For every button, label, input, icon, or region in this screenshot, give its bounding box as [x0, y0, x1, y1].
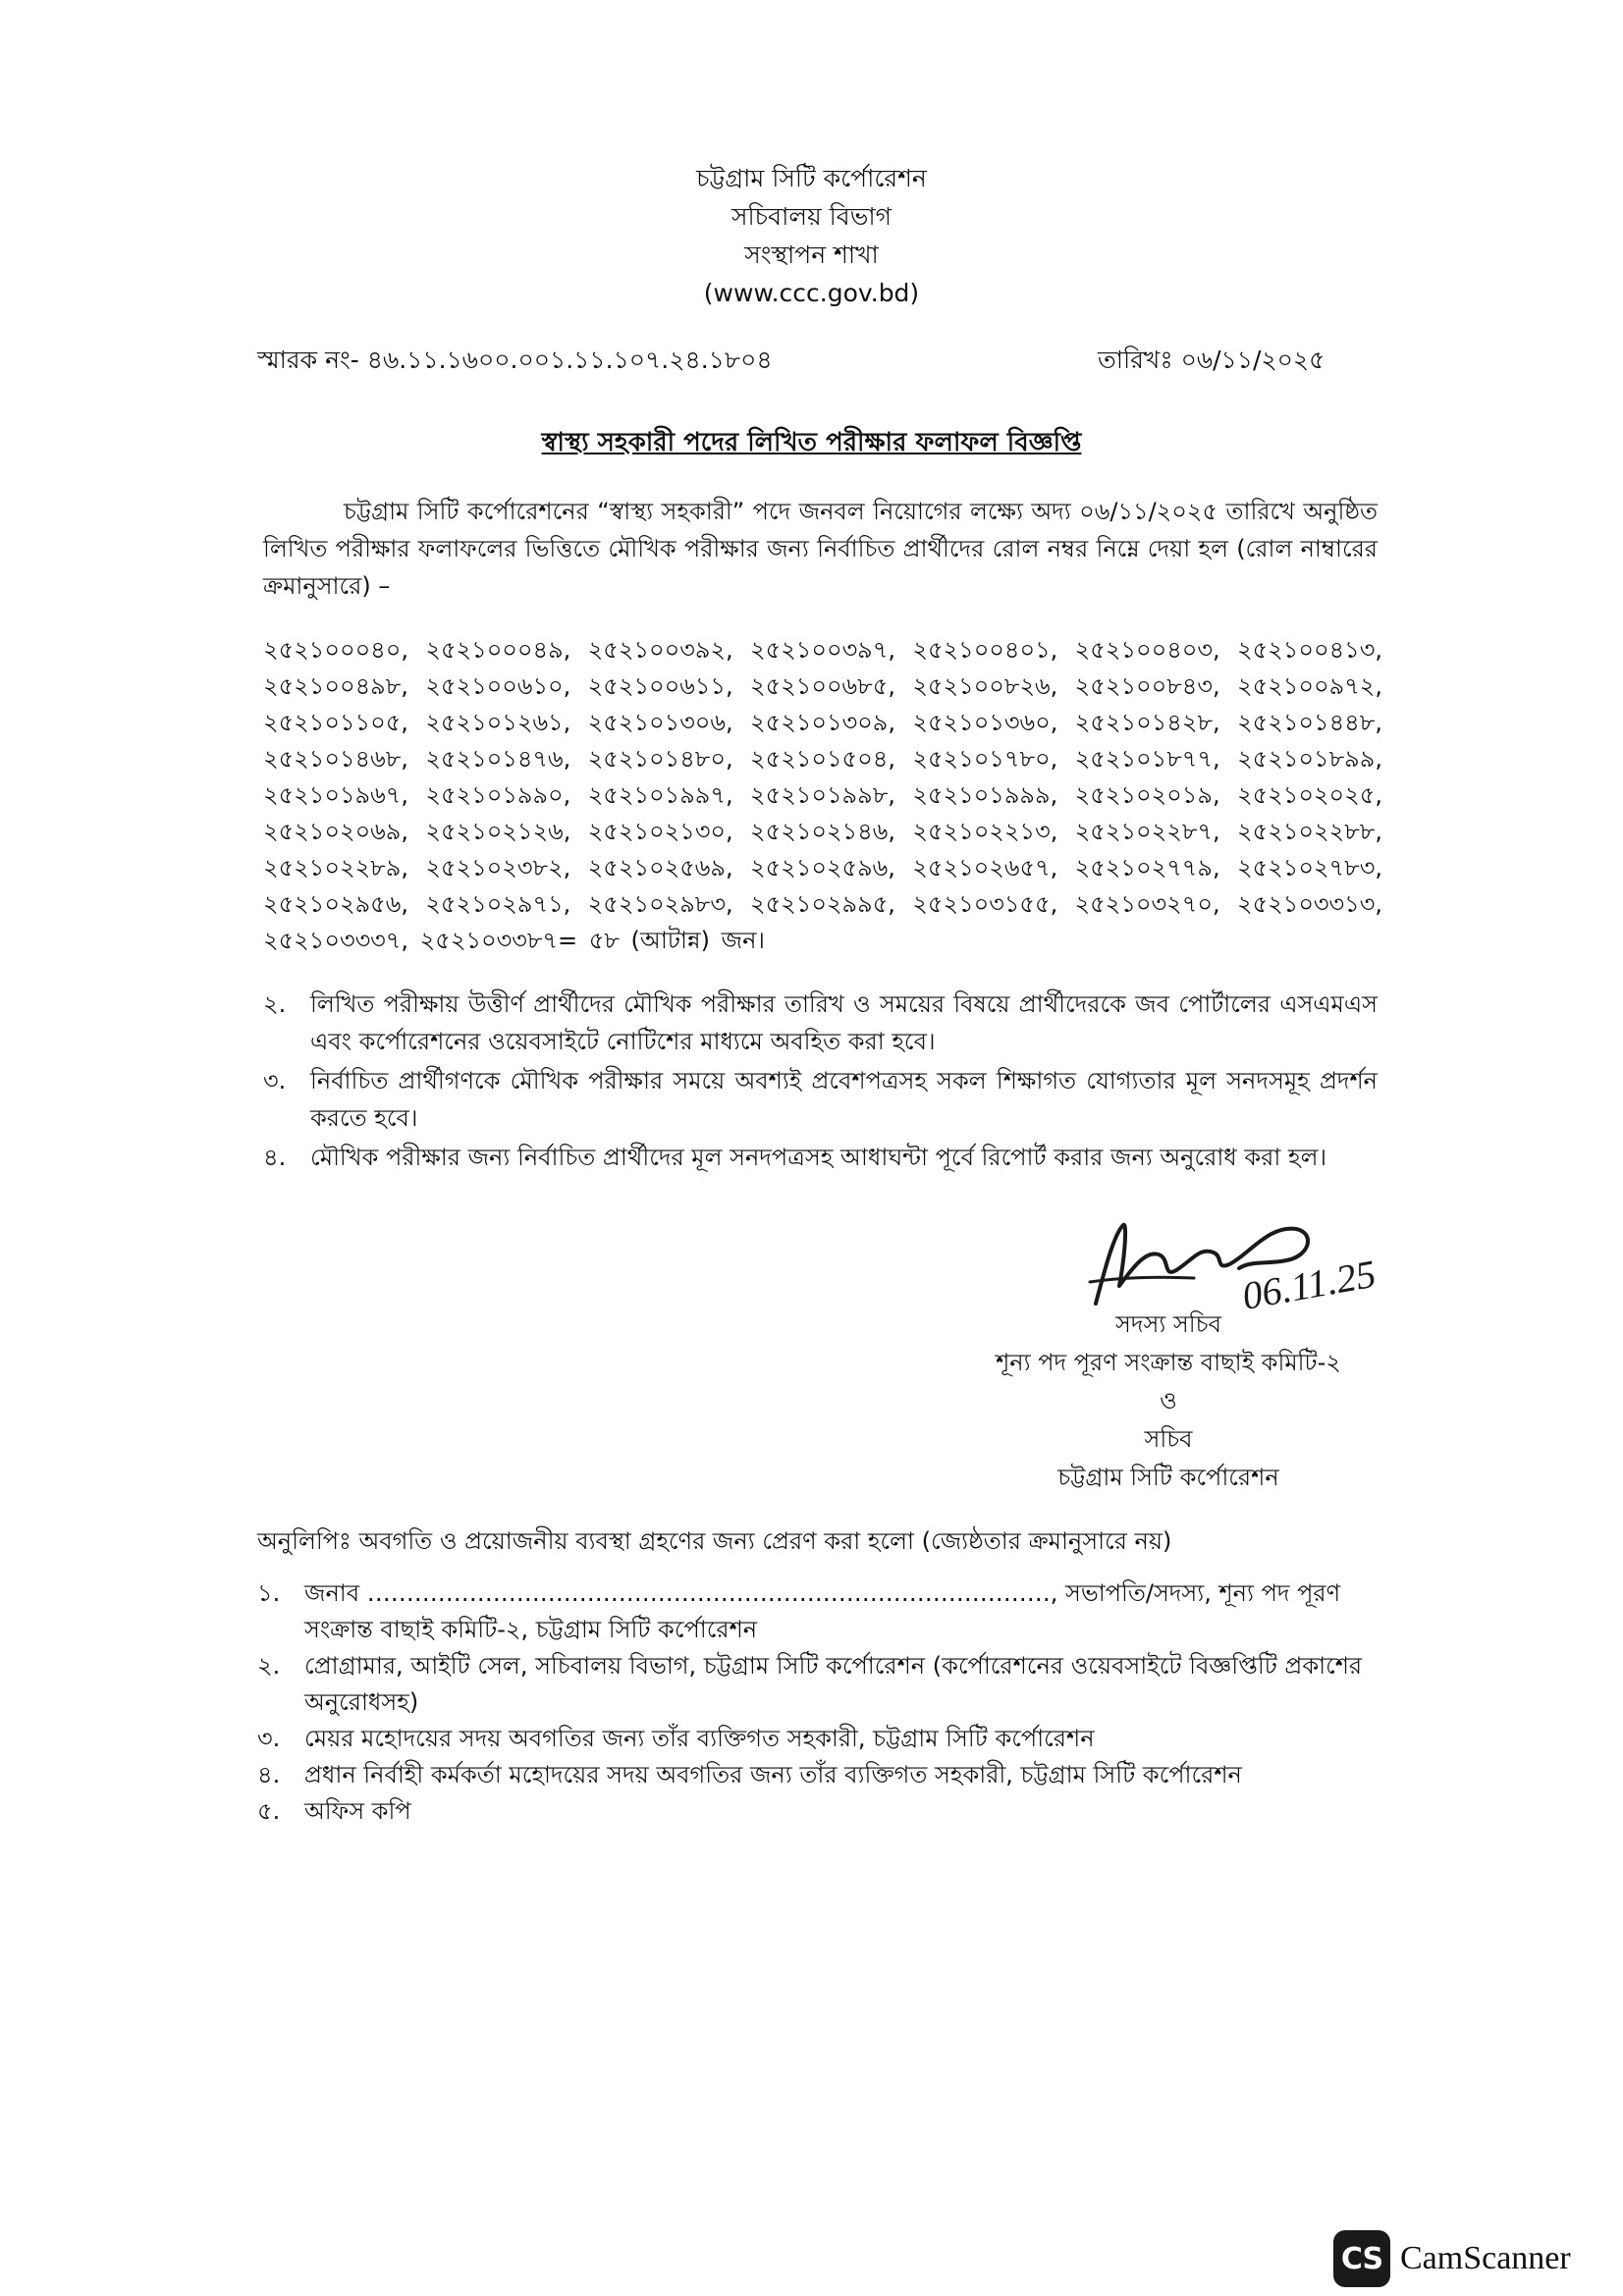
- roll-number: ২৫২১০২৫৯৬: [749, 854, 889, 881]
- copy-number: ৫.: [257, 1797, 281, 1825]
- roll-number-list: ২৫২১০০০৪০, ২৫২১০০০৪৯, ২৫২১০০৩৯২, ২৫২১০০৩৯৭, ২৫২১০০৪০১, ২৫২১০০৪০৩, ২৫২১০০৪১৩, ২৫২১০০৪৯৮, ২৫২১০০৬১০, ২৫২১০০৬১১, ২৫২১০০৬৮৫, ২৫২১০০৮২৬, ২৫২১০০৮৪৩, ২৫২১০০৯৭২, ২৫২১০১১০৫, ২৫২১০১২৬১, ২৫২১০১৩০৬, ২৫২১০১৩০৯, ২৫২১০১৩৬০, ২৫২১০১৪২৮, ২৫২১০১৪৪৮, ২৫২১০১৪৬৮, ২৫২১০১৪৭৬, ২৫২১০১৪৮০, ২৫২১০১৫০৪, ২৫২১০১৭৮০, ২৫২১০১৮৭৭, ২৫২১০১৮৯৯, ২৫২১০১৯৬৭, ২৫২১০১৯৯০, ২৫২১০১৯৯৭, ২৫২১০১৯৯৮, ২৫২১০১৯৯৯, ২৫২১০২০১৯, ২৫২১০২০২৫, ২৫২১০২০৬৯, ২৫২১০২১২৬, ২৫২১০২১৩০, ২৫২১০২১৪৬, ২৫২১০২২১৩, ২৫২১০২২৮৭, ২৫২১০২২৮৮, ২৫২১০২২৮৯, ২৫২১০২৩৮২, ২৫২১০২৫৬৯, ২৫২১০২৫৯৬, ২৫২১০২৬৫৭, ২৫২১০২৭৭৯, ২৫২১০২৭৮৩, ২৫২১০২৯৫৬, ২৫২১০২৯৭১, ২৫২১০২৯৮৩, ২৫২১০২৯৯৫, ২৫২১০৩১৫৫, ২৫২১০৩২৭০, ২৫২১০৩৩১৩, ২৫২১০৩৩৩৭, ২৫২১০৩৩৮৭= ৫৮ (আটান্ন) জন।: [263, 636, 1382, 954]
- instruction-number: ৩.: [263, 1067, 287, 1095]
- instruction-item: [263, 1062, 1378, 1137]
- copy-recipient: [257, 1575, 1381, 1648]
- copy-recipient: [257, 1721, 1381, 1757]
- copy-text: জনাব ……………………………………………………………………………, সভাপতি/সদস্য, শূন্য পদ পূরণ সংক্রান্ত বাছাই কমিটি-২, চট্টগ্রাম সিটি কর্পোরেশন: [304, 1579, 1341, 1643]
- roll-number: ২৫২১০১৩০৬: [587, 709, 727, 736]
- roll-number: ২৫২১০২০২৫: [1236, 781, 1376, 809]
- signatory-title-2: শূন্য পদ পূরণ সংক্রান্ত বাছাই কমিটি-২: [996, 1349, 1341, 1376]
- instruction-item: [263, 986, 1378, 1060]
- copy-recipient: [257, 1793, 1381, 1830]
- roll-number: ২৫২১০১৯৯৮: [750, 781, 889, 809]
- copy-text: অফিস কপি: [304, 1797, 411, 1825]
- roll-number: ২৫২১০০৪৯৮: [263, 672, 402, 700]
- roll-number: ২৫২১০৩৩৩৭: [263, 927, 402, 954]
- roll-number: ২৫২১০১৯৯৭: [587, 781, 726, 809]
- roll-number: ২৫২১০২৫৬৯: [587, 854, 726, 881]
- roll-number: ২৫২১০০৪১৩: [1237, 636, 1376, 664]
- roll-number: ২৫২১০০৪০১: [912, 636, 1051, 664]
- instruction-text: মৌখিক পরীক্ষার জন্য নির্বাচিত প্রার্থীদের মূল সনদপত্রসহ আধাঘন্টা পূর্বে রিপোর্ট করার জন্য অনুরোধ করা হল।: [310, 1144, 1327, 1171]
- org-name: চট্টগ্রাম সিটি কর্পোরেশন: [696, 164, 927, 192]
- roll-number: ২৫২১০১৯৯৯: [912, 781, 1051, 809]
- copy-number: ৩.: [257, 1725, 281, 1752]
- copy-recipient: [257, 1757, 1381, 1793]
- branch-name: সংস্থাপন শাখা: [744, 240, 879, 269]
- instruction-list: [263, 986, 1378, 1178]
- roll-number: ২৫২১০৩৩৮৭: [419, 927, 559, 954]
- copy-distribution: [257, 1523, 1381, 1830]
- roll-number: ২৫২১০২০৬৯: [263, 818, 402, 845]
- roll-number: ২৫২১০২৯৫৬: [263, 890, 402, 918]
- roll-number: ২৫২১০১৯৬৭: [263, 781, 402, 809]
- signatory-title-1: সদস্য সচিব: [1115, 1310, 1221, 1338]
- memo-date: তারিখঃ ০৬/১১/২০২৫: [1098, 346, 1325, 374]
- roll-number: ২৫২১০২৭৮৩: [1236, 854, 1376, 881]
- roll-number: ২৫২১০২২১৩: [912, 818, 1051, 845]
- roll-number: ২৫২১০১৫০৪: [750, 745, 889, 773]
- roll-number: ২৫২১০০৬৮৫: [749, 672, 889, 700]
- roll-number: ২৫২১০৩২৭০: [1074, 890, 1213, 918]
- roll-number: ২৫২১০২০১৯: [1074, 781, 1213, 809]
- signature-date: 06.11.25: [1238, 1251, 1380, 1318]
- roll-number: ২৫২১০১৮৭৭: [1074, 745, 1214, 773]
- intro-paragraph: চট্টগ্রাম সিটি কর্পোরেশনের “স্বাস্থ্য সহকারী” পদে জনবল নিয়োগের লক্ষ্যে অদ্য ০৬/১১/২০২৫ তারিখে অনুষ্ঠিত লিখিত পরীক্ষার ফলাফলের ভিত্তিতে মৌখিক পরীক্ষার জন্য নির্বাচিত প্রার্থীদের রোল নম্বর নিম্নে দেয়া হল (রোল নাম্বারের ক্রমানুসারে) –: [263, 498, 1378, 600]
- roll-number: ২৫২১০১৪৮০: [587, 745, 726, 773]
- roll-number: ২৫২১০০৩৯৭: [750, 636, 889, 664]
- camscanner-text: CamScanner: [1400, 2240, 1571, 2276]
- roll-number: ২৫২১০০০৪৯: [425, 636, 564, 664]
- roll-number: ২৫২১০১৯৯০: [425, 781, 564, 809]
- roll-number: ২৫২১০০৩৯২: [587, 636, 727, 664]
- roll-number: ২৫২১০০৮২৬: [912, 672, 1051, 700]
- roll-total: = ৫৮ (আটান্ন) জন।: [558, 927, 765, 954]
- instruction-text: লিখিত পরীক্ষায় উত্তীর্ণ প্রার্থীদের মৌখিক পরীক্ষার তারিখ ও সময়ের বিষয়ে প্রার্থীদেরকে জব পোর্টালের এসএমএস এবং কর্পোরেশনের ওয়েবসাইটে নোটিশের মাধ্যমে অবহিত করা হবে।: [310, 990, 1378, 1055]
- department-name: সচিবালয় বিভাগ: [731, 202, 892, 231]
- memo-number: স্মারক নং- ৪৬.১১.১৬০০.০০১.১১.১০৭.২৪.১৮০৪: [257, 346, 773, 374]
- roll-number: ২৫২১০০০৪০: [263, 636, 402, 664]
- roll-number: ২৫২১০০৮৪৩: [1074, 672, 1213, 700]
- roll-number: ২৫২১০১৪৭৬: [425, 745, 564, 773]
- roll-number: ২৫২১০২৩৮২: [425, 854, 564, 881]
- roll-number: ২৫২১০৩৩১৩: [1236, 890, 1376, 918]
- roll-number: ২৫২১০০৯৭২: [1237, 672, 1376, 700]
- roll-number: ২৫২১০১২৬১: [425, 709, 564, 736]
- signatory-title-3: সচিব: [1144, 1425, 1193, 1453]
- copy-number: ৪.: [257, 1761, 281, 1789]
- roll-number: ২৫২১০২১৪৬: [750, 818, 889, 845]
- copy-recipient: [257, 1648, 1381, 1721]
- roll-number: ২৫২১০১৭৮০: [912, 745, 1051, 773]
- letterhead: [0, 159, 1623, 312]
- roll-number: ২৫২১০০৪০৩: [1074, 636, 1214, 664]
- website-text: (www.ccc.gov.bd): [703, 279, 920, 307]
- roll-number: ২৫২১০০৬১০: [425, 672, 564, 700]
- roll-number: ২৫২১০১৩৬০: [912, 709, 1051, 736]
- instruction-number: ৪.: [263, 1144, 287, 1171]
- roll-number: ২৫২১০২২৮৮: [1237, 818, 1376, 845]
- copy-text: প্রধান নির্বাহী কর্মকর্তা মহোদয়ের সদয় অবগতির জন্য তাঁর ব্যক্তিগত সহকারী, চট্টগ্রাম সিটি কর্পোরেশন: [304, 1761, 1242, 1789]
- signatory-block: [884, 1306, 1453, 1497]
- copy-heading: অনুলিপিঃ অবগতি ও প্রয়োজনীয় ব্যবস্থা গ্রহণের জন্য প্রেরণ করা হলো (জ্যেষ্ঠতার ক্রমানুসারে নয়): [257, 1527, 1172, 1555]
- roll-number: ২৫২১০১৮৯৯: [1237, 745, 1376, 773]
- signatory-conjunction: ও: [1160, 1387, 1177, 1415]
- copy-number: ২.: [257, 1652, 281, 1680]
- copy-recipient-list: [257, 1575, 1381, 1830]
- roll-number: ২৫২১০২৭৭৯: [1074, 854, 1213, 881]
- roll-number: ২৫২১০১৩০৯: [750, 709, 889, 736]
- roll-number: ২৫২১০২১৩০: [587, 818, 727, 845]
- roll-number: ২৫২১০৩১৫৫: [912, 890, 1051, 918]
- roll-number: ২৫২১০১১০৫: [263, 709, 402, 736]
- handwritten-signature: [1076, 1196, 1410, 1323]
- roll-number: ২৫২১০২১২৬: [425, 818, 564, 845]
- roll-number: ২৫২১০১৪৬৮: [263, 745, 402, 773]
- copy-number: ১.: [257, 1579, 281, 1607]
- signature-mark: [1076, 1196, 1410, 1323]
- roll-number: ২৫২১০০৬১১: [587, 672, 726, 700]
- roll-number: ২৫২১০২৯৭১: [425, 890, 564, 918]
- roll-number: ২৫২১০২৬৫৭: [912, 854, 1051, 881]
- copy-text: মেয়র মহোদয়ের সদয় অবগতির জন্য তাঁর ব্যক্তিগত সহকারী, চট্টগ্রাম সিটি কর্পোরেশন: [304, 1725, 1095, 1752]
- notice-title: স্বাস্থ্য সহকারী পদের লিখিত পরীক্ষার ফলাফল বিজ্ঞপ্তি: [541, 428, 1082, 457]
- instruction-text: নির্বাচিত প্রার্থীগণকে মৌখিক পরীক্ষার সময়ে অবশ্যই প্রবেশপত্রসহ সকল শিক্ষাগত যোগ্যতার মূল সনদসমূহ প্রদর্শন করতে হবে।: [310, 1067, 1378, 1132]
- roll-number: ২৫২১০২২৮৯: [263, 854, 402, 881]
- instruction-number: ২.: [263, 990, 287, 1018]
- roll-number: ২৫২১০১৪২৮: [1074, 709, 1214, 736]
- signatory-title-4: চট্টগ্রাম সিটি কর্পোরেশন: [1057, 1464, 1279, 1491]
- copy-text: প্রোগ্রামার, আইটি সেল, সচিবালয় বিভাগ, চট্টগ্রাম সিটি কর্পোরেশন (কর্পোরেশনের ওয়েবসাইটে বিজ্ঞপ্তিটি প্রকাশের অনুরোধসহ): [304, 1652, 1363, 1716]
- intro-section: [263, 493, 1378, 605]
- instruction-item: [263, 1139, 1378, 1176]
- camscanner-watermark: [1333, 2230, 1571, 2287]
- roll-number: ২৫২১০২২৮৭: [1074, 818, 1214, 845]
- roll-number: ২৫২১০১৪৪৮: [1237, 709, 1376, 736]
- roll-number: ২৫২১০২৯৯৫: [749, 890, 889, 918]
- camscanner-logo-icon: CS: [1333, 2230, 1390, 2287]
- roll-number: ২৫২১০২৯৮৩: [587, 890, 726, 918]
